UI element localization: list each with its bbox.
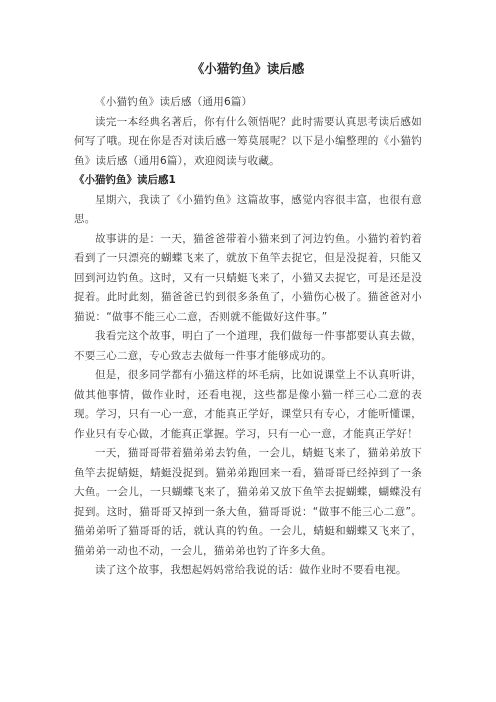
intro-paragraph: 读完一本经典名著后，你有什么领悟呢？此时需要认真思考读后感如何写了哦。现在你是否对读后感一筹莫展呢？以下是小编整理的《小猫钓鱼》读后感（通用6篇），欢迎阅读与收藏。: [74, 115, 422, 167]
intro-subtitle: 《小猫钓鱼》读后感（通用6篇）: [95, 96, 253, 108]
body-paragraph: 一天，猫哥哥带着猫弟弟去钓鱼，一会儿，蜻蜓飞来了，猫弟弟放下鱼竿去捉蜻蜓，蜻蜓没捉到。猫弟弟跑回来一看，猫哥哥已经掉到了一条大鱼。一会儿，一只蝴蝶飞来了，猫弟弟又放下鱼竿去捉蝴蝶，蝴蝶没有捉到。这时，猫哥哥又掉到一条大鱼，猫哥哥说：“做事不能三心二意”。猫弟弟听了猫哥哥的话，就认真的钓鱼。一会儿，蜻蜓和蝴蝶又飞来了，猫弟弟一动也不动，一会儿，猫弟弟也钓了许多大鱼。: [74, 447, 422, 557]
body-paragraph: 我看完这个故事，明白了一个道理，我们做每一件事都要认真去做，不要三心二意，专心致志去做每一件事才能够成功的。: [74, 330, 422, 362]
body-paragraph: 故事讲的是：一天，猫爸爸带着小猫来到了河边钓鱼。小猫钓着钓着看到了一只漂亮的蝴蝶飞来了，就放下鱼竿去捉它，但是没捉着，只能又回到河边钓鱼。这时，又有一只蜻蜓飞来了，小猫又去捉它，可是还是没捉着。此时此刻，猫爸爸已钓到很多条鱼了，小猫伤心极了。猫爸爸对小猫说：“做事不能三心二意，否则就不能做好这件事。”: [74, 232, 422, 323]
body-paragraph: 星期六，我读了《小猫钓鱼》这篇故事，感觉内容很丰富，也很有意思。: [74, 193, 422, 225]
document-title: 《小猫钓鱼》读后感: [191, 61, 305, 76]
body-paragraph: 但是，很多同学都有小猫这样的坏毛病，比如说课堂上不认真听讲，做其他事情，做作业时，还看电视，这些都是像小猫一样三心二意的表现。学习，只有一心一意，才能真正学好，课堂只有专心，才能听懂课，作业只有专心做，才能真正掌握。学习，只有一心一意，才能真正学好！: [74, 369, 422, 440]
body-paragraph: 读了这个故事，我想起妈妈常给我说的话：做作业时不要看电视。: [95, 564, 407, 576]
section-heading: 《小猫钓鱼》读后感1: [74, 174, 176, 186]
